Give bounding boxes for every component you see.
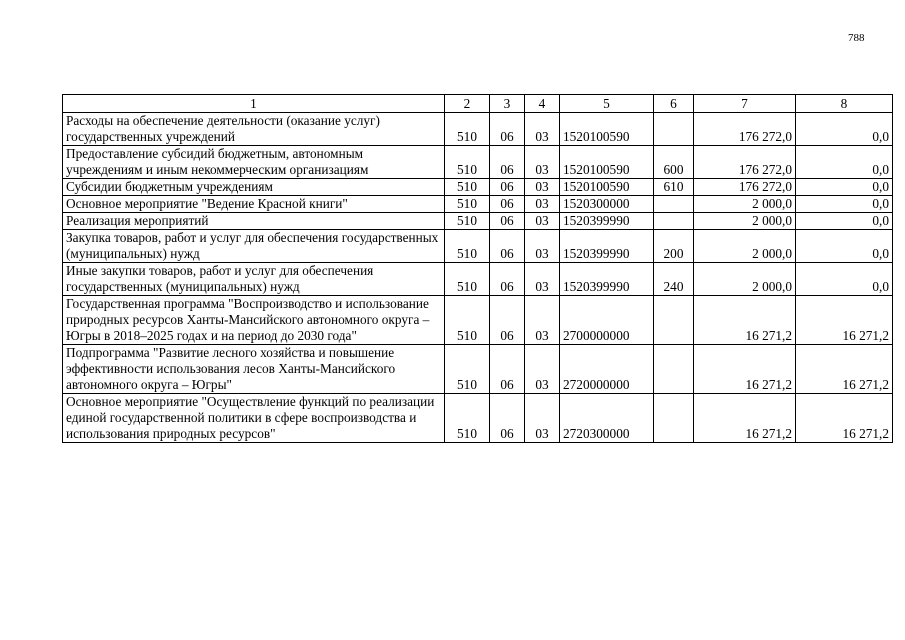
- column-header: 7: [694, 95, 796, 113]
- row-section-cell: 06: [490, 213, 525, 230]
- row-amount-cell: 0,0: [796, 179, 893, 196]
- column-header: 3: [490, 95, 525, 113]
- row-name-cell: Расходы на обеспечение деятельности (оказание услуг) государственных учреждений: [63, 113, 445, 146]
- row-subsection-cell: 03: [525, 213, 560, 230]
- row-section-cell: 06: [490, 394, 525, 443]
- row-name-cell: Подпрограмма "Развитие лесного хозяйства и повышение эффективности использования лесов Ханты-Мансийского автономного округа – Югры": [63, 345, 445, 394]
- row-target-cell: 2700000000: [560, 296, 654, 345]
- row-code-cell: 510: [445, 113, 490, 146]
- budget-table: [62, 94, 893, 443]
- row-name-cell: Основное мероприятие "Осуществление функций по реализации единой государственной политики в сфере воспроизводства и использования природных ресурсов": [63, 394, 445, 443]
- table-body: [63, 113, 893, 443]
- row-target-cell: 2720300000: [560, 394, 654, 443]
- table-row: [63, 196, 893, 213]
- row-code-cell: 510: [445, 394, 490, 443]
- row-subsection-cell: 03: [525, 179, 560, 196]
- row-amount-cell: 2 000,0: [694, 213, 796, 230]
- row-section-cell: 06: [490, 113, 525, 146]
- row-type-cell: 200: [654, 230, 694, 263]
- row-amount-cell: 0,0: [796, 213, 893, 230]
- row-target-cell: 2720000000: [560, 345, 654, 394]
- row-code-cell: 510: [445, 146, 490, 179]
- row-amount-cell: 2 000,0: [694, 230, 796, 263]
- row-type-cell: [654, 296, 694, 345]
- row-target-cell: 1520100590: [560, 146, 654, 179]
- row-subsection-cell: 03: [525, 196, 560, 213]
- column-header: 5: [560, 95, 654, 113]
- row-name-cell: Реализация мероприятий: [63, 213, 445, 230]
- row-name-cell: Основное мероприятие "Ведение Красной книги": [63, 196, 445, 213]
- header-row: [63, 95, 893, 113]
- row-name-cell: Закупка товаров, работ и услуг для обеспечения государственных (муниципальных) нужд: [63, 230, 445, 263]
- table-row: [63, 263, 893, 296]
- table-row: [63, 230, 893, 263]
- row-amount-cell: 16 271,2: [694, 345, 796, 394]
- row-code-cell: 510: [445, 345, 490, 394]
- row-amount-cell: 16 271,2: [796, 296, 893, 345]
- column-header: 1: [63, 95, 445, 113]
- row-amount-cell: 16 271,2: [694, 394, 796, 443]
- row-amount-cell: 16 271,2: [796, 394, 893, 443]
- table-row: [63, 345, 893, 394]
- row-section-cell: 06: [490, 263, 525, 296]
- row-type-cell: 240: [654, 263, 694, 296]
- row-subsection-cell: 03: [525, 345, 560, 394]
- row-subsection-cell: 03: [525, 146, 560, 179]
- row-section-cell: 06: [490, 345, 525, 394]
- row-name-cell: Субсидии бюджетным учреждениям: [63, 179, 445, 196]
- row-section-cell: 06: [490, 196, 525, 213]
- row-section-cell: 06: [490, 296, 525, 345]
- row-amount-cell: 0,0: [796, 230, 893, 263]
- row-code-cell: 510: [445, 263, 490, 296]
- row-amount-cell: 0,0: [796, 263, 893, 296]
- row-subsection-cell: 03: [525, 296, 560, 345]
- row-target-cell: 1520399990: [560, 213, 654, 230]
- row-amount-cell: 16 271,2: [796, 345, 893, 394]
- row-amount-cell: 0,0: [796, 196, 893, 213]
- row-subsection-cell: 03: [525, 113, 560, 146]
- row-subsection-cell: 03: [525, 263, 560, 296]
- row-type-cell: 610: [654, 179, 694, 196]
- table-row: [63, 213, 893, 230]
- row-type-cell: 600: [654, 146, 694, 179]
- row-target-cell: 1520399990: [560, 230, 654, 263]
- row-code-cell: 510: [445, 213, 490, 230]
- column-header: 8: [796, 95, 893, 113]
- row-target-cell: 1520300000: [560, 196, 654, 213]
- column-header: 2: [445, 95, 490, 113]
- row-subsection-cell: 03: [525, 230, 560, 263]
- row-name-cell: Государственная программа "Воспроизводство и использование природных ресурсов Ханты-Мансийского автономного округа – Югры в 2018–2025 годах и на период до 2030 года": [63, 296, 445, 345]
- row-amount-cell: 176 272,0: [694, 179, 796, 196]
- row-type-cell: [654, 345, 694, 394]
- row-amount-cell: 176 272,0: [694, 146, 796, 179]
- row-target-cell: 1520399990: [560, 263, 654, 296]
- row-amount-cell: 16 271,2: [694, 296, 796, 345]
- table-row: [63, 296, 893, 345]
- row-type-cell: [654, 213, 694, 230]
- row-amount-cell: 176 272,0: [694, 113, 796, 146]
- row-type-cell: [654, 196, 694, 213]
- table-row: [63, 179, 893, 196]
- table-row: [63, 113, 893, 146]
- row-amount-cell: 2 000,0: [694, 196, 796, 213]
- column-header: 4: [525, 95, 560, 113]
- page-number: 788: [848, 32, 865, 44]
- row-code-cell: 510: [445, 296, 490, 345]
- row-amount-cell: 0,0: [796, 146, 893, 179]
- row-name-cell: Предоставление субсидий бюджетным, автономным учреждениям и иным некоммерческим организациям: [63, 146, 445, 179]
- row-subsection-cell: 03: [525, 394, 560, 443]
- row-type-cell: [654, 394, 694, 443]
- table-row: [63, 394, 893, 443]
- row-type-cell: [654, 113, 694, 146]
- row-code-cell: 510: [445, 196, 490, 213]
- row-amount-cell: 0,0: [796, 113, 893, 146]
- row-code-cell: 510: [445, 230, 490, 263]
- table-row: [63, 146, 893, 179]
- row-target-cell: 1520100590: [560, 113, 654, 146]
- row-section-cell: 06: [490, 230, 525, 263]
- row-target-cell: 1520100590: [560, 179, 654, 196]
- row-name-cell: Иные закупки товаров, работ и услуг для обеспечения государственных (муниципальных) нужд: [63, 263, 445, 296]
- row-code-cell: 510: [445, 179, 490, 196]
- row-amount-cell: 2 000,0: [694, 263, 796, 296]
- row-section-cell: 06: [490, 146, 525, 179]
- row-section-cell: 06: [490, 179, 525, 196]
- column-header: 6: [654, 95, 694, 113]
